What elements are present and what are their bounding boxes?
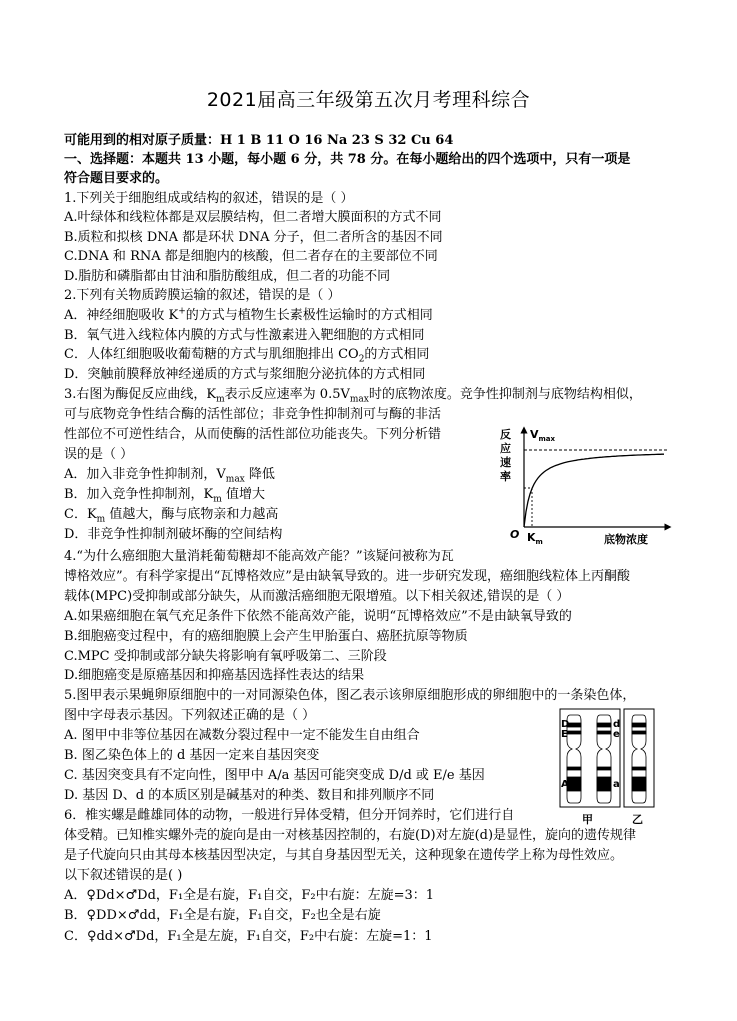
vmax-label: $V_{max}$ — [530, 428, 556, 443]
gene-label-D: D — [561, 719, 570, 730]
q2-option-b: B．氧气进入线粒体内膜的方式与性激素进入靶细胞的方式相同 — [64, 328, 425, 343]
svg-text:应: 应 — [500, 442, 511, 455]
q1-option-b: B.质粒和拟核 DNA 都是环状 DNA 分子，但二者所含的基因不同 — [64, 230, 443, 245]
q1-stem: 1.下列关于细胞组成或结构的叙述，错误的是（ ） — [64, 191, 354, 206]
section-heading-line1: 一、选择题：本题共 13 小题，每小题 6 分，共 78 分。在每小题给出的四个选项中，只有一项是 — [64, 152, 631, 167]
gene-label-A: A — [561, 779, 569, 790]
section-heading-line2: 符合题目要求的。 — [64, 171, 169, 186]
figure-jia-label: 甲 — [582, 813, 593, 826]
q1-option-a: A.叶绿体和线粒体都是双层膜结构，但二者增大膜面积的方式不同 — [64, 210, 442, 225]
q3-option-c: C．$K_m$ 值越大，酶与底物亲和力越高 — [64, 507, 279, 525]
q5-stem-line2: 图中字母表示基因。下列叙述正确的是（ ） — [64, 708, 316, 723]
q3-stem-line1: 3.右图为酶促反应曲线，$K_m$表示反应速率为 $0.5V_{max}$时的底物浓度。竞争性抑制剂与底物结构相似， — [64, 387, 642, 405]
reaction-curve — [524, 454, 664, 527]
q6-stem-line2: 体受精。已知椎实螺外壳的旋向是由一对核基因控制的，右旋(D)对左旋(d)是显性，旋向的遗传规律 — [64, 828, 637, 843]
chromosome-figure — [558, 707, 686, 827]
q3-option-a: A．加入非竞争性抑制剂，$V_{max}$ 降低 — [64, 467, 275, 485]
gene-label-E: E — [561, 729, 568, 740]
q3-stem-line2: 可与底物竞争性结合酶的活性部位；非竞争性抑制剂可与酶的非活 — [64, 407, 442, 422]
chromosome-right — [597, 715, 611, 803]
origin-label: O — [510, 528, 520, 541]
q2-option-a: A．神经细胞吸收 K+的方式与植物生长素极性运输时的方式相同 — [64, 306, 433, 323]
q2-stem: 2.下列有关物质跨膜运输的叙述，错误的是（ ） — [64, 288, 341, 303]
q4-stem-line3: 载体(MPC)受抑制或部分缺失，从而激活癌细胞无限增殖。以下相关叙述,错误的是（ ） — [64, 589, 570, 604]
q5-option-c: C. 基因突变具有不定向性，图甲中 A/a 基因可能突变成 D/d 或 E/e 基因 — [64, 768, 485, 783]
q1-option-c: C.DNA 和 RNA 都是细胞内的核酸，但二者存在的主要部位不同 — [64, 249, 438, 264]
q3-stem-line3: 性部位不可逆性结合，从而使酶的活性部位功能丧失。下列分析错 — [64, 427, 442, 442]
q4-option-d: D.细胞癌变是原癌基因和抑癌基因选择性表达的结果 — [64, 668, 365, 683]
gene-label-a: a — [613, 779, 620, 790]
q4-option-a: A.如果癌细胞在氧气充足条件下依然不能高效产能，说明“瓦博格效应”不是由缺氧导致的 — [64, 609, 572, 624]
q3-stem-line4: 误的是（ ） — [64, 447, 134, 462]
km-label: $K_m$ — [527, 531, 543, 546]
q2-option-d: D．突触前膜释放神经递质的方式与浆细胞分泌抗体的方式相同 — [64, 367, 426, 382]
enzyme-curve-figure — [492, 424, 682, 550]
q4-stem-line2: 博格效应”。有科学家提出“瓦博格效应”是由缺氧导致的。进一步研究发现，癌细胞线粒体上丙酮酸 — [64, 569, 630, 584]
q4-stem-line1: 4.“为什么癌细胞大量消耗葡萄糖却不能高效产能？”该疑问被称为瓦 — [64, 549, 454, 564]
q2-option-c: C．人体红细胞吸收葡萄糖的方式与肌细胞排出 $CO_2$的方式相同 — [64, 347, 430, 365]
q6-stem-line4: 以下叙述错误的是( ) — [64, 868, 183, 883]
q6-stem-line1: 6．椎实螺是雌雄同体的动物，一般进行异体受精，但分开饲养时，它们进行自 — [64, 808, 515, 823]
x-axis-label: 底物浓度 — [604, 533, 648, 546]
q4-option-b: B.细胞癌变过程中，有的癌细胞膜上会产生甲胎蛋白、癌胚抗原等物质 — [64, 629, 468, 644]
q6-option-a: A．♀Dd×♂Dd，F₁全是右旋，F₁自交，F₂中右旋：左旋=3：1 — [64, 888, 435, 903]
svg-text:反: 反 — [500, 428, 511, 441]
q3-option-b: B．加入竞争性抑制剂，$K_m$ 值增大 — [64, 487, 265, 505]
q3-option-d: D．非竞争性抑制剂破坏酶的空间结构 — [64, 527, 283, 542]
y-axis-label — [500, 427, 511, 483]
page-title: 2021届高三年级第五次月考理科综合 — [206, 89, 531, 111]
q4-option-c: C.MPC 受抑制或部分缺失将影响有氧呼吸第二、三阶段 — [64, 649, 387, 664]
chromosome-yi — [632, 715, 646, 803]
q6-option-c: C．♀dd×♂Dd，F₁全是左旋，F₁自交，F₂中右旋：左旋=1：1 — [64, 929, 433, 944]
figure-yi-label: 乙 — [632, 813, 643, 826]
svg-text:速: 速 — [500, 456, 511, 469]
q1-option-d: D.脂肪和磷脂都由甘油和脂肪酸组成，但二者的功能不同 — [64, 269, 391, 284]
q5-stem-line1: 5.图甲表示果蝇卵原细胞中的一对同源染色体，图乙表示该卵原细胞形成的卵细胞中的一条染色体， — [64, 688, 636, 703]
q6-option-b: B．♀DD×♂dd，F₁全是右旋，F₁自交，F₂也全是右旋 — [64, 908, 381, 923]
gene-label-d: d — [613, 719, 621, 730]
q5-option-a: A. 图甲中非等位基因在减数分裂过程中一定不能发生自由组合 — [64, 728, 420, 743]
q5-option-b: B. 图乙染色体上的 d 基因一定来自基因突变 — [64, 748, 320, 763]
q5-option-d: D. 基因 D、d 的本质区别是碱基对的种类、数目和排列顺序不同 — [64, 788, 435, 803]
atomic-masses: 可能用到的相对原子质量：H 1 B 11 O 16 Na 23 S 32 Cu 64 — [64, 133, 454, 148]
svg-text:率: 率 — [500, 470, 511, 483]
q6-stem-line3: 是子代旋向只由其母本核基因型决定，与其自身基因型无关，这种现象在遗传学上称为母性效应。 — [64, 848, 624, 863]
gene-label-e: e — [613, 729, 620, 740]
